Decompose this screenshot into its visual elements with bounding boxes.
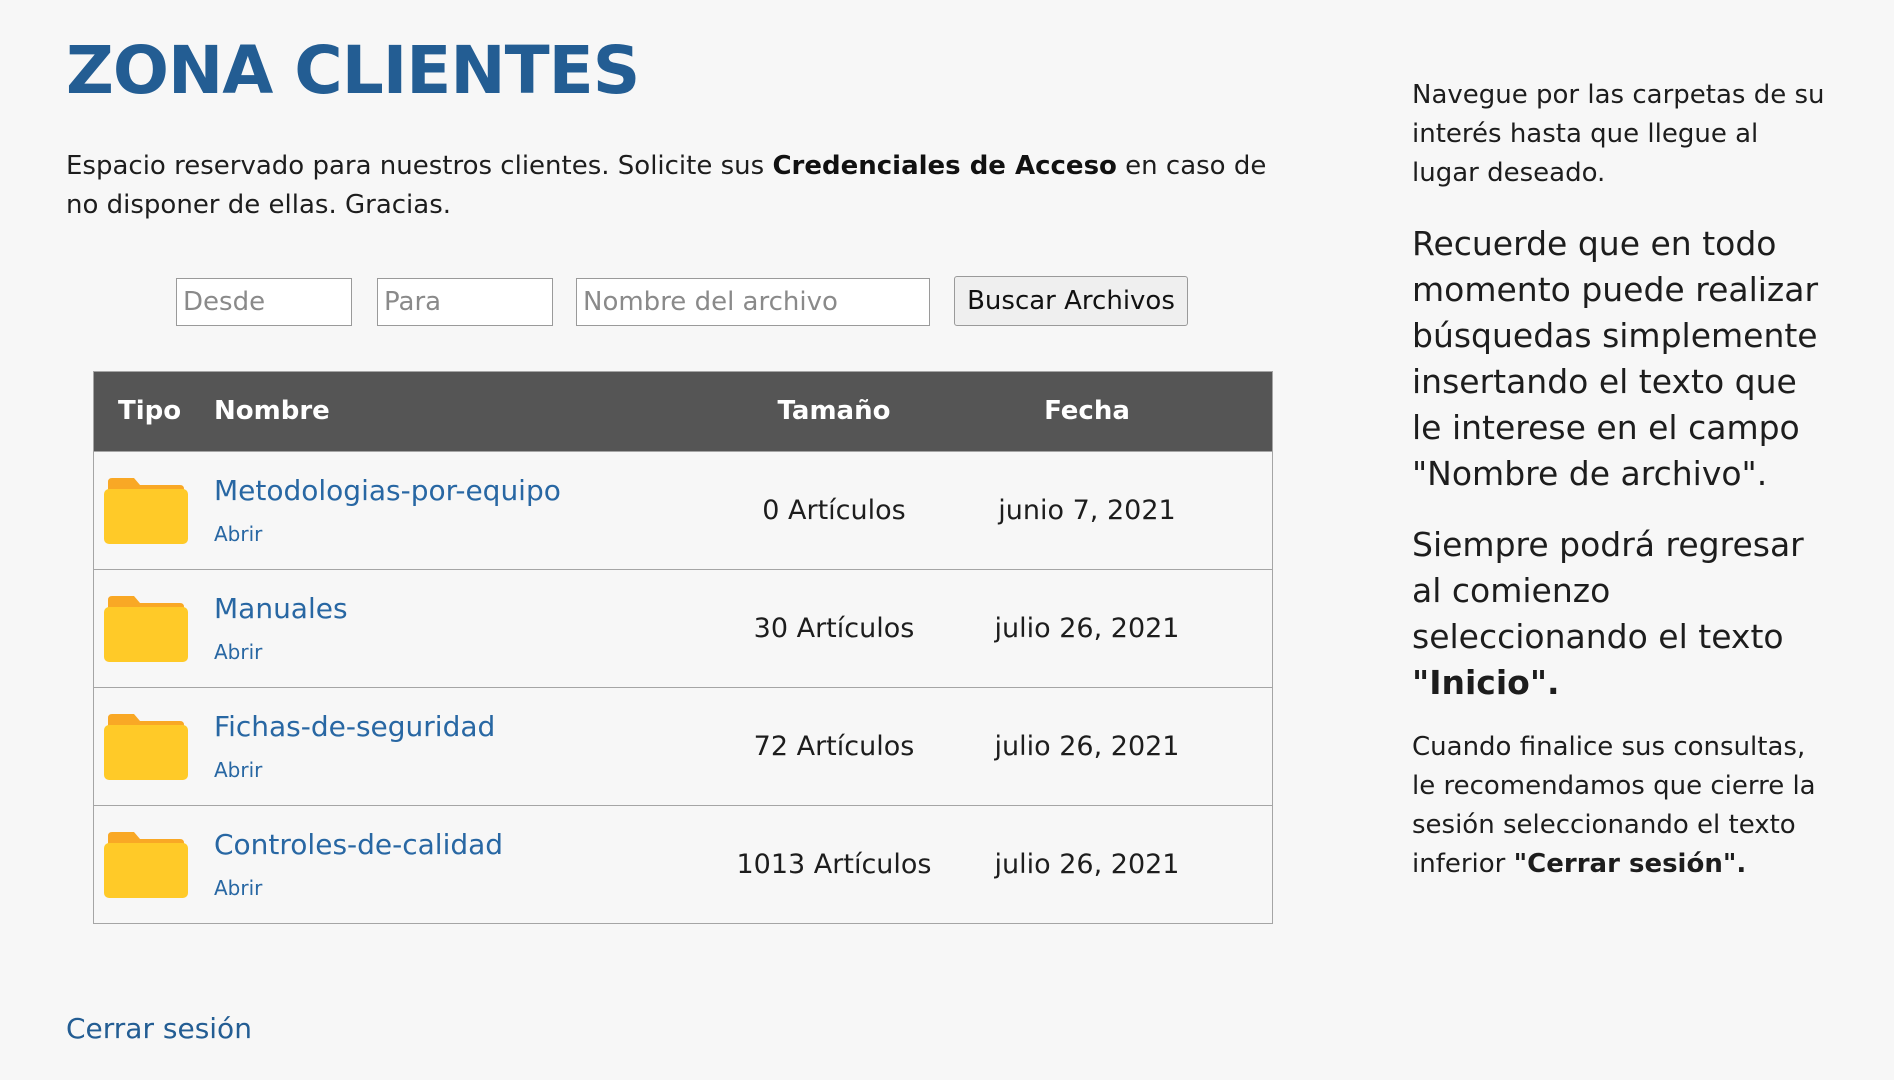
to-date-input[interactable] bbox=[377, 278, 553, 326]
folder-size: 30 Artículos bbox=[753, 613, 915, 644]
files-table bbox=[93, 371, 1273, 924]
column-header-date: Fecha bbox=[1044, 396, 1130, 426]
folder-date: julio 26, 2021 bbox=[994, 849, 1180, 880]
column-header-size: Tamaño bbox=[777, 396, 891, 426]
folder-open-link[interactable]: Abrir bbox=[214, 522, 263, 546]
folder-icon[interactable] bbox=[104, 712, 188, 780]
help-tip-home-text: Siempre podrá regresar al comienzo seleccionando el texto bbox=[1412, 525, 1804, 656]
folder-icon[interactable] bbox=[104, 830, 188, 898]
intro-text bbox=[66, 147, 1306, 225]
folder-open-link[interactable]: Abrir bbox=[214, 758, 263, 782]
folder-icon[interactable] bbox=[104, 594, 188, 662]
help-tip-logout-bold: "Cerrar sesión". bbox=[1513, 849, 1747, 879]
folder-open-link[interactable]: Abrir bbox=[214, 640, 263, 664]
intro-suffix: en caso de no disponer de ellas. Gracias. bbox=[66, 151, 1267, 220]
table-row bbox=[94, 687, 1272, 805]
help-tip-search: Recuerde que en todo momento puede realizar búsquedas simplemente insertando el texto que le interese en el campo "Nombre de archivo". bbox=[1412, 224, 1819, 493]
intro-prefix: Espacio reservado para nuestros clientes. Solicite sus bbox=[66, 151, 773, 181]
folder-date: junio 7, 2021 bbox=[998, 495, 1176, 526]
column-header-name: Nombre bbox=[214, 396, 330, 426]
folder-open-link[interactable]: Abrir bbox=[214, 876, 263, 900]
column-header-type: Tipo bbox=[118, 396, 182, 426]
filename-search-input[interactable] bbox=[576, 278, 930, 326]
folder-name-link[interactable]: Metodologias-por-equipo bbox=[214, 474, 561, 507]
folder-icon[interactable] bbox=[104, 476, 188, 544]
folder-name-link[interactable]: Manuales bbox=[214, 592, 348, 625]
help-tip-home bbox=[1412, 522, 1832, 706]
folder-size: 0 Artículos bbox=[762, 495, 906, 526]
help-tip-home-bold: "Inicio". bbox=[1412, 663, 1560, 702]
folder-size: 1013 Artículos bbox=[736, 849, 932, 880]
folder-date: julio 26, 2021 bbox=[994, 731, 1180, 762]
table-row bbox=[94, 569, 1272, 687]
intro-credentials-bold: Credenciales de Acceso bbox=[772, 151, 1117, 181]
table-row bbox=[94, 805, 1272, 923]
folder-name-link[interactable]: Fichas-de-seguridad bbox=[214, 710, 496, 743]
help-tip-logout bbox=[1412, 728, 1832, 884]
page-title: ZONA CLIENTES bbox=[66, 32, 640, 109]
table-row bbox=[94, 451, 1272, 569]
folder-date: julio 26, 2021 bbox=[994, 613, 1180, 644]
table-header bbox=[94, 372, 1272, 451]
logout-link[interactable]: Cerrar sesión bbox=[66, 1012, 252, 1045]
folder-size: 72 Artículos bbox=[753, 731, 915, 762]
from-date-input[interactable] bbox=[176, 278, 352, 326]
help-tip-logout-text: Cuando finalice sus consultas, le recomendamos que cierre la sesión seleccionando el texto inferior bbox=[1412, 732, 1816, 879]
folder-name-link[interactable]: Controles-de-calidad bbox=[214, 828, 504, 861]
help-tip-navigate: Navegue por las carpetas de su interés hasta que llegue al lugar deseado. bbox=[1412, 80, 1825, 188]
search-files-button[interactable]: Buscar Archivos bbox=[954, 276, 1188, 326]
